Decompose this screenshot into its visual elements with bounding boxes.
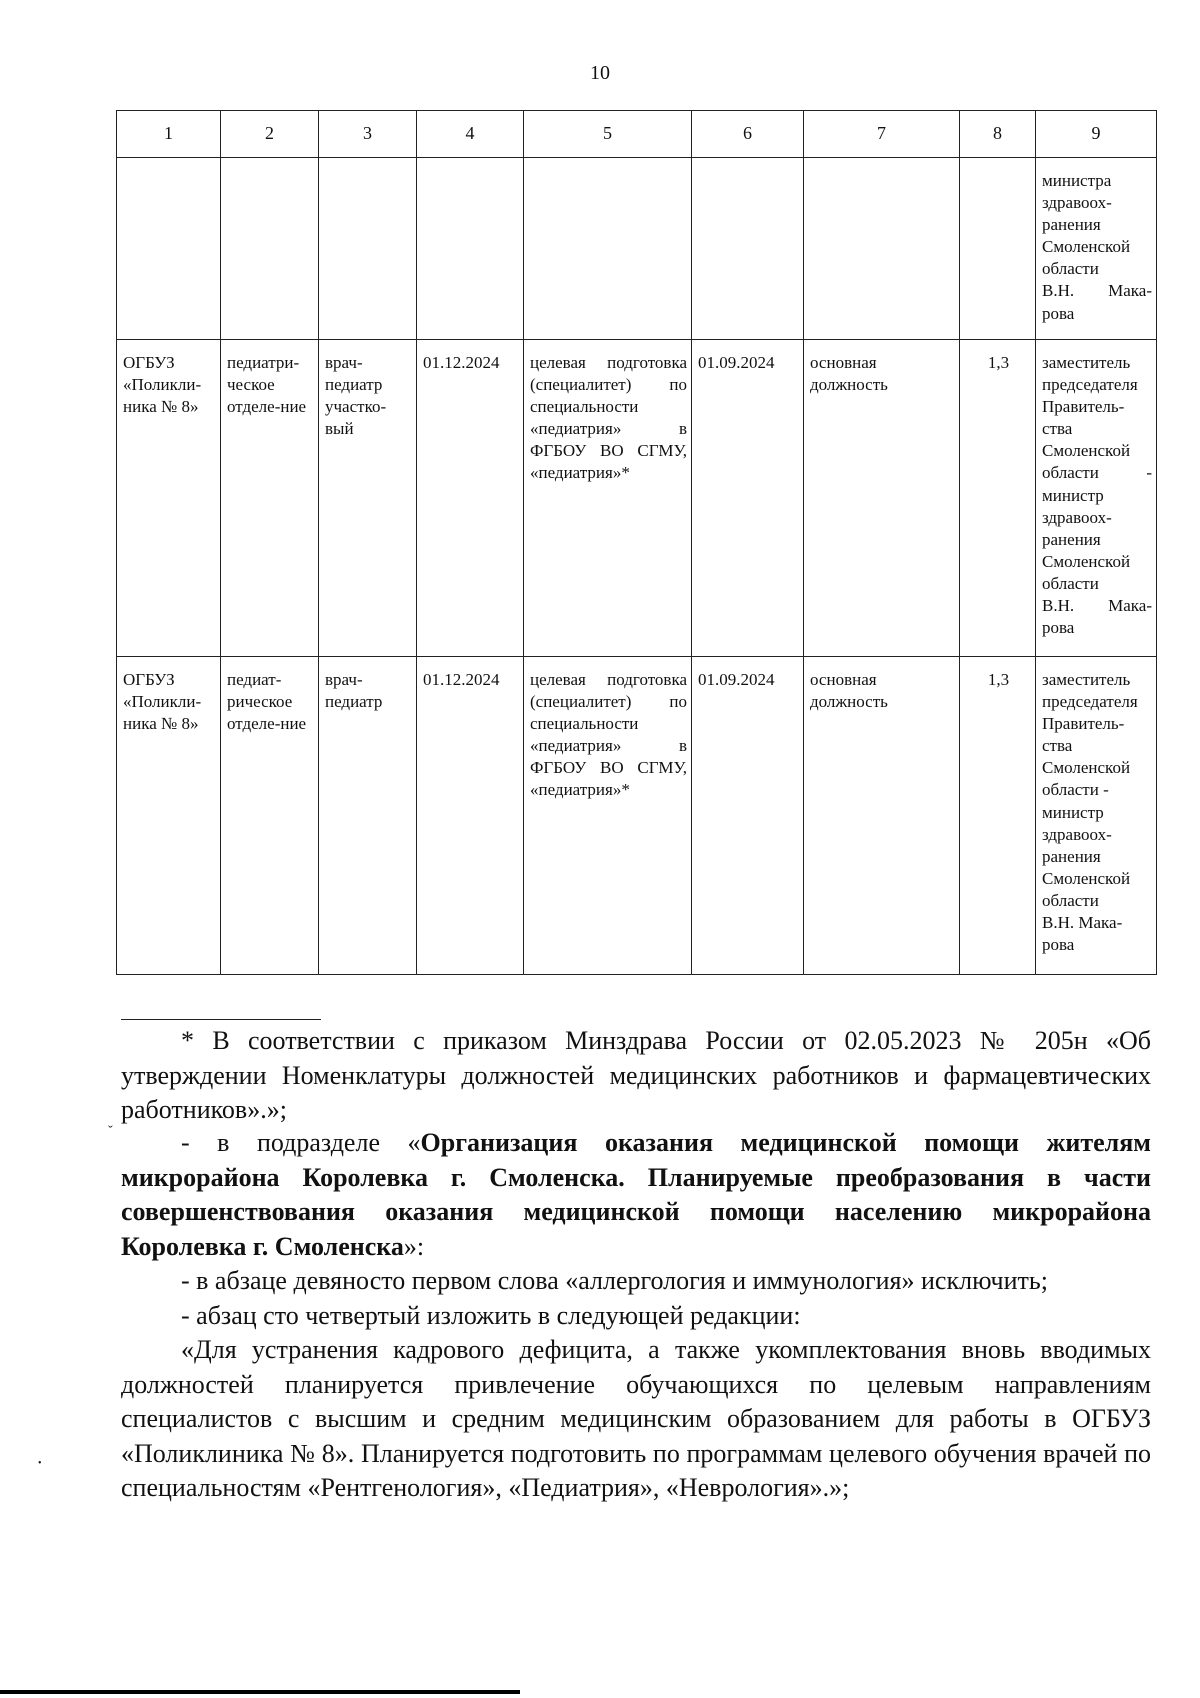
signatory-surname-part: Мака- <box>1108 281 1152 301</box>
header-cell-1: 1 <box>117 111 221 158</box>
footnote-text: * В соответствии с приказом Минздрава России от 02.05.2023 № 205н «Об утверждении Номенклатуры должностей медицинских работников и фармацевтических работников».»; <box>121 1026 1151 1124</box>
subsection-prefix: - в подразделе « <box>181 1128 421 1157</box>
subsection-title: Организация оказания медицинской помощи жителям микрорайона Королевка г. Смоленска. Планируемые преобразования в части совершенствования оказания медицинской помощи населению микрорайона Королевка г. Смоленска <box>121 1128 1152 1261</box>
cell-empty <box>524 158 692 340</box>
cell-date: 01.09.2024 <box>692 657 804 975</box>
cell-empty <box>117 158 221 340</box>
cell-department: педиатри-ческое отделе-ние <box>221 340 319 657</box>
cell-organization: ОГБУЗ «Поликли-ника № 8» <box>117 340 221 657</box>
signatory-line: министра <box>1042 171 1112 190</box>
signatory-initials: В.Н. <box>1042 281 1075 301</box>
header-cell-6: 6 <box>692 111 804 158</box>
signatory-line: В.Н. Мака- <box>1042 913 1123 933</box>
footnote-block <box>121 1024 1151 1128</box>
cell-signatory <box>1036 158 1157 340</box>
signatory-line: ранения <box>1042 846 1101 866</box>
footnote-separator <box>121 1019 321 1020</box>
signatory-surname-part: Мака- <box>1108 596 1152 616</box>
table-row <box>117 340 1157 657</box>
signatory-line: Правитель- <box>1042 714 1125 734</box>
signatory-region: области <box>1042 463 1099 483</box>
signatory-line: Правитель- <box>1042 397 1125 417</box>
cell-rate: 1,3 <box>960 657 1036 975</box>
cell-position: врач-педиатр участко-вый <box>319 340 417 657</box>
signatory-dash: - <box>1146 463 1152 483</box>
signatory-line: Смоленской <box>1042 868 1131 888</box>
table-header-row <box>117 111 1157 158</box>
signatory-line: Смоленской <box>1042 237 1131 257</box>
signatory-line: министр <box>1042 802 1104 822</box>
signatory-line: здравоох- <box>1042 193 1112 213</box>
table-row-continued <box>117 158 1157 340</box>
header-cell-9: 9 <box>1036 111 1157 158</box>
cell-date: 01.12.2024 <box>417 657 524 975</box>
cell-empty <box>960 158 1036 340</box>
cell-signatory <box>1036 657 1157 975</box>
amendment-paragraph-exclude: - в абзаце девяносто первом слова «аллергология и иммунология» исключить; <box>181 1266 1048 1295</box>
cell-position: врач-педиатр <box>319 657 417 975</box>
cell-date: 01.09.2024 <box>692 340 804 657</box>
amendment-paragraph-quoted: «Для устранения кадрового дефицита, а также укомплектования вновь вводимых должностей планируется привлечение обучающихся по целевым направлениям специалистов с высшим и средним медицинским образованием для работы в ОГБУЗ «Поликлиника № 8». Планируется подготовить по программам целевого обучения врачей по специальностям «Рентгенология», «Педиатрия», «Неврология».»; <box>121 1335 1151 1502</box>
cell-empty <box>692 158 804 340</box>
signatory-line: области <box>1042 259 1099 279</box>
subsection-suffix: »: <box>403 1231 425 1261</box>
header-cell-7: 7 <box>804 111 960 158</box>
scan-dot: • <box>38 1458 42 1469</box>
header-cell-3: 3 <box>319 111 417 158</box>
signatory-initials: В.Н. <box>1042 596 1075 616</box>
table-row <box>117 657 1157 975</box>
amendment-paragraph-subsection <box>121 1126 1151 1264</box>
positions-table <box>116 110 1157 975</box>
signatory-line: ства <box>1042 419 1073 439</box>
cell-training: целевая подготовка (специалитет) по специальности «педиатрия» в ФГБОУ ВО СГМУ, «педиатрия»* <box>524 340 692 657</box>
signatory-line: рова <box>1042 303 1075 323</box>
amendment-paragraph-restate: - абзац сто четвертый изложить в следующей редакции: <box>181 1300 801 1330</box>
signatory-line: заместитель <box>1042 670 1131 689</box>
signatory-line: Смоленской <box>1042 441 1131 461</box>
signatory-line: министр <box>1042 485 1104 505</box>
signatory-line: Смоленской <box>1042 758 1131 778</box>
signatory-line: области <box>1042 890 1099 910</box>
cell-rate: 1,3 <box>960 340 1036 657</box>
cell-empty <box>417 158 524 340</box>
cell-empty <box>221 158 319 340</box>
cell-empty <box>804 158 960 340</box>
cell-position-type: основная должность <box>804 340 960 657</box>
amendment-body <box>121 1126 1151 1506</box>
signatory-line: ранения <box>1042 529 1101 549</box>
cell-empty <box>319 158 417 340</box>
signatory-line: области - <box>1042 780 1109 800</box>
signatory-line: рова <box>1042 935 1075 955</box>
signatory-line: председателя <box>1042 375 1138 395</box>
signatory-line: ранения <box>1042 215 1101 235</box>
signatory-line: председателя <box>1042 692 1138 712</box>
cell-department: педиат-рическое отделе-ние <box>221 657 319 975</box>
header-cell-5: 5 <box>524 111 692 158</box>
signatory-line: области <box>1042 573 1099 593</box>
signatory-line: рова <box>1042 618 1075 638</box>
header-cell-8: 8 <box>960 111 1036 158</box>
cell-training: целевая подготовка (специалитет) по специальности «педиатрия» в ФГБОУ ВО СГМУ, «педиатрия»* <box>524 657 692 975</box>
signatory-line: здравоох- <box>1042 507 1112 527</box>
signatory-line: заместитель <box>1042 353 1131 372</box>
header-cell-4: 4 <box>417 111 524 158</box>
scan-edge-line <box>0 1690 520 1694</box>
cell-organization: ОГБУЗ «Поликли-ника № 8» <box>117 657 221 975</box>
signatory-line: ства <box>1042 736 1073 756</box>
cell-signatory <box>1036 340 1157 657</box>
scan-mark: ˇ <box>108 1124 113 1139</box>
cell-date: 01.12.2024 <box>417 340 524 657</box>
signatory-line: здравоох- <box>1042 824 1112 844</box>
header-cell-2: 2 <box>221 111 319 158</box>
cell-position-type: основная должность <box>804 657 960 975</box>
signatory-line: Смоленской <box>1042 551 1131 571</box>
page-number: 10 <box>590 62 610 84</box>
